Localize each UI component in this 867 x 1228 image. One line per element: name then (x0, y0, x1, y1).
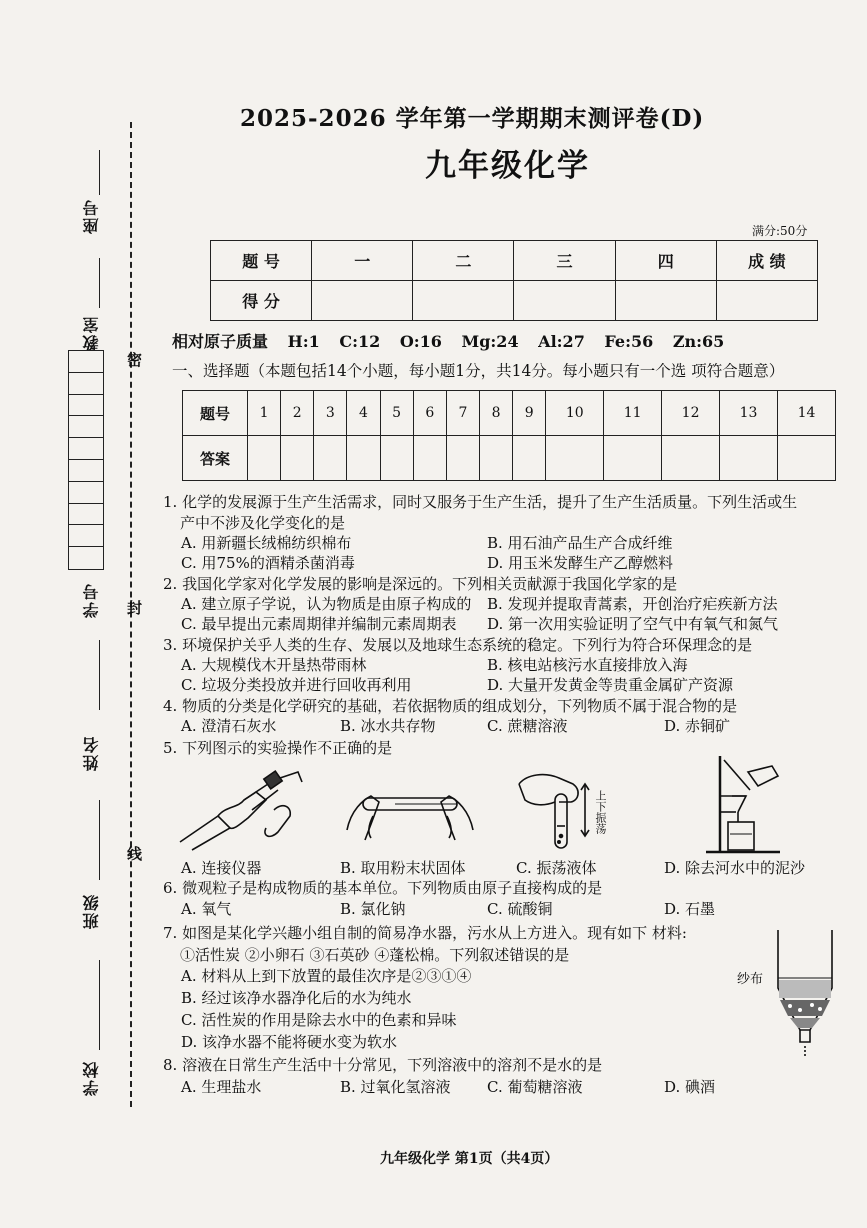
answer-cell[interactable] (662, 436, 720, 481)
full-mark: 满分:50分 (752, 224, 808, 238)
answer-table (182, 390, 836, 481)
question-6-option-a[interactable]: A. 氧气 (181, 900, 232, 918)
question-7-stem: 7. 如图是某化学兴趣小组自制的简易净水器，污水从上方进入。现有如下 材料: (163, 924, 687, 942)
answer-cell[interactable] (281, 436, 314, 481)
score-cell[interactable] (312, 281, 413, 321)
side-student-no-label: 学号 (82, 582, 101, 618)
answer-cell[interactable] (380, 436, 413, 481)
question-3-option-c[interactable]: C. 垃圾分类投放并进行回收再利用 (181, 676, 412, 694)
question-1-option-d[interactable]: D. 用玉米发酵生产乙醇燃料 (487, 554, 674, 572)
connect-instrument-figure (178, 770, 308, 850)
answer-cell[interactable] (446, 436, 479, 481)
question-8-stem: 8. 溶液在日常生产生活中十分常见，下列溶液中的溶剂不是水的是 (163, 1056, 603, 1074)
question-number: 6 (413, 391, 446, 436)
answer-cell[interactable] (314, 436, 347, 481)
question-number: 3 (314, 391, 347, 436)
filtration-figure (700, 752, 800, 856)
score-header-cell: 二 (413, 241, 514, 281)
question-number: 5 (380, 391, 413, 436)
atomic-mass-line (172, 329, 738, 352)
question-1-stem-cont: 产中不涉及化学变化的是 (180, 514, 346, 532)
question-2-stem: 2. 我国化学家对化学发展的影响是深远的。下列相关贡献源于我国化学家的是 (163, 575, 678, 593)
score-header-cell: 四 (615, 241, 716, 281)
question-7-stem-cont: ①活性炭 ②小卵石 ③石英砂 ④蓬松棉。下列叙述错误的是 (180, 946, 570, 964)
atomic-mass-item: C:12 (339, 332, 381, 351)
score-cell[interactable] (716, 281, 817, 321)
answer-cell[interactable] (720, 436, 778, 481)
student-number-grid[interactable] (68, 350, 104, 570)
atomic-mass-item: Fe:56 (604, 332, 654, 351)
question-2-option-b[interactable]: B. 发现并提取青蒿素，开创治疗疟疾新方法 (487, 595, 778, 613)
side-school-label: 学校 (82, 1060, 101, 1096)
question-8-option-c[interactable]: C. 葡萄糖溶液 (487, 1078, 583, 1096)
side-room-label: 教室 (82, 315, 101, 351)
score-cell[interactable] (514, 281, 615, 321)
shake-label: 上下振荡 (594, 790, 607, 834)
side-class-label: 班级 (82, 893, 101, 929)
atomic-mass-item: Mg:24 (461, 332, 519, 351)
side-name-blank (99, 640, 100, 710)
side-class-blank (99, 800, 100, 880)
question-1-option-c[interactable]: C. 用75%的酒精杀菌消毒 (181, 554, 355, 572)
question-3-option-a[interactable]: A. 大规模伐木开垦热带雨林 (181, 656, 367, 674)
answer-cell[interactable] (604, 436, 662, 481)
question-4-option-b[interactable]: B. 冰水共存物 (340, 717, 436, 735)
score-cell[interactable] (615, 281, 716, 321)
question-4-stem: 4. 物质的分类是化学研究的基础，若依据物质的组成划分，下列物质不属于混合物的是 (163, 697, 738, 715)
score-header-cell: 成 绩 (716, 241, 817, 281)
question-7-option-c[interactable]: C. 活性炭的作用是除去水中的色素和异味 (181, 1011, 457, 1029)
question-4-option-c[interactable]: C. 蔗糖溶液 (487, 717, 568, 735)
side-seat-blank (99, 150, 100, 195)
question-number: 9 (513, 391, 546, 436)
question-number: 13 (720, 391, 778, 436)
question-8-option-b[interactable]: B. 过氧化氢溶液 (340, 1078, 451, 1096)
question-4-option-d[interactable]: D. 赤铜矿 (664, 717, 731, 735)
question-number: 1 (248, 391, 281, 436)
question-3-stem: 3. 环境保护关乎人类的生存、发展以及地球生态系统的稳定。下列行为符合环保理念的是 (163, 636, 753, 654)
question-7-option-a[interactable]: A. 材料从上到下放置的最佳次序是②③①④ (181, 967, 472, 985)
atomic-mass-label: 相对原子质量 (172, 332, 269, 351)
answer-cell[interactable] (413, 436, 446, 481)
question-5-option-c[interactable]: C. 振荡液体 (516, 859, 597, 877)
seal-mark-feng: 封 (125, 600, 143, 615)
powder-solid-figure (345, 780, 475, 850)
question-number: 14 (777, 391, 835, 436)
question-2-option-d[interactable]: D. 第一次用实验证明了空气中有氧气和氮气 (487, 615, 779, 633)
exam-title: 2025-2026 学年第一学期期末测评卷(D) (240, 105, 705, 132)
water-purifier-figure (770, 930, 840, 1060)
side-seat-label: 座号 (82, 198, 101, 234)
answer-cell[interactable] (513, 436, 546, 481)
question-4-option-a[interactable]: A. 澄清石灰水 (181, 717, 277, 735)
question-2-option-c[interactable]: C. 最早提出元素周期律并编制元素周期表 (181, 615, 457, 633)
seal-mark-mi: 密 (125, 352, 143, 367)
question-1-stem: 1. 化学的发展源于生产生活需求，同时又服务于生产生活，提升了生产生活质量。下列生活或生 (163, 493, 798, 511)
section-one-heading: 一、选择题（本题包括14个小题，每小题1分，共14分。每小题只有一个选 项符合题意） (172, 362, 785, 380)
question-1-option-a[interactable]: A. 用新疆长绒棉纺织棉布 (181, 534, 352, 552)
answer-cell[interactable] (248, 436, 281, 481)
gauze-label: 纱布 (737, 972, 764, 987)
answer-cell[interactable] (347, 436, 380, 481)
answer-cell[interactable] (777, 436, 835, 481)
score-header-cell: 三 (514, 241, 615, 281)
question-number: 7 (446, 391, 479, 436)
atomic-mass-item: Al:27 (538, 332, 585, 351)
side-name-label: 姓名 (82, 735, 101, 771)
question-6-option-d[interactable]: D. 石墨 (664, 900, 716, 918)
answer-cell[interactable] (479, 436, 512, 481)
score-header-cell: 一 (312, 241, 413, 281)
question-5-option-d[interactable]: D. 除去河水中的泥沙 (664, 859, 806, 877)
question-number: 8 (479, 391, 512, 436)
atomic-mass-item: O:16 (399, 332, 442, 351)
question-6-option-b[interactable]: B. 氯化钠 (340, 900, 406, 918)
question-6-option-c[interactable]: C. 硫酸铜 (487, 900, 553, 918)
score-cell[interactable] (413, 281, 514, 321)
exam-subject: 九年级化学 (425, 148, 590, 184)
question-5-stem: 5. 下列图示的实验操作不正确的是 (163, 739, 393, 757)
question-number: 12 (662, 391, 720, 436)
score-table (210, 240, 818, 321)
seal-mark-xian: 线 (125, 846, 143, 861)
question-7-option-d[interactable]: D. 该净水器不能将硬水变为软水 (181, 1033, 398, 1051)
question-3-option-d[interactable]: D. 大量开发黄金等贵重金属矿产资源 (487, 676, 734, 694)
question-number: 4 (347, 391, 380, 436)
atomic-mass-item: Zn:65 (672, 332, 725, 351)
question-number: 11 (604, 391, 662, 436)
question-number: 2 (281, 391, 314, 436)
answer-cell[interactable] (546, 436, 604, 481)
atomic-mass-item: H:1 (287, 332, 320, 351)
answer-table-number-label: 题号 (183, 391, 248, 436)
question-number: 10 (546, 391, 604, 436)
question-5-option-b[interactable]: B. 取用粉末状固体 (340, 859, 466, 877)
answer-table-answer-label: 答案 (183, 436, 248, 481)
question-7-option-b[interactable]: B. 经过该净水器净化后的水为纯水 (181, 989, 412, 1007)
page-footer: 九年级化学 第1页（共4页） (380, 1151, 559, 1167)
score-header-cell: 题 号 (211, 241, 312, 281)
question-5-option-a[interactable]: A. 连接仪器 (181, 859, 262, 877)
question-6-stem: 6. 微观粒子是构成物质的基本单位。下列物质由原子直接构成的是 (163, 879, 603, 897)
question-3-option-b[interactable]: B. 核电站核污水直接排放入海 (487, 656, 688, 674)
question-8-option-a[interactable]: A. 生理盐水 (181, 1078, 262, 1096)
side-school-blank (99, 960, 100, 1050)
question-2-option-a[interactable]: A. 建立原子学说，认为物质是由原子构成的 (181, 595, 472, 613)
question-8-option-d[interactable]: D. 碘酒 (664, 1078, 716, 1096)
question-1-option-b[interactable]: B. 用石油产品生产合成纤维 (487, 534, 673, 552)
side-room-blank (99, 258, 100, 308)
score-row-label: 得 分 (211, 281, 312, 321)
